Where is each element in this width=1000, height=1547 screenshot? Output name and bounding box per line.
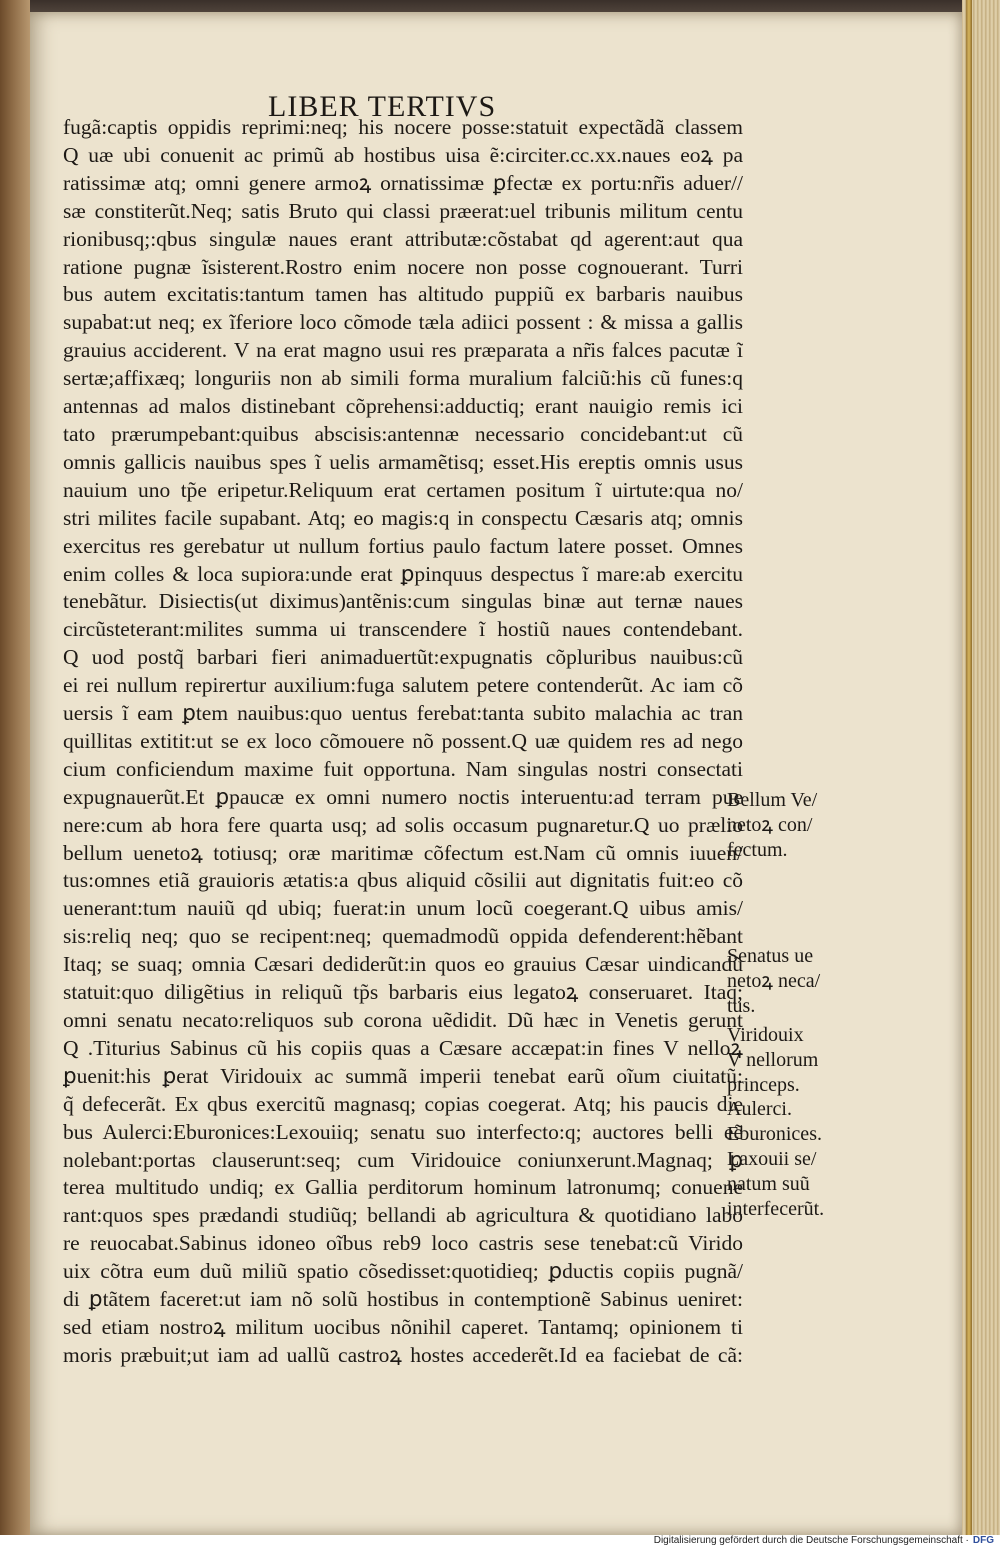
text-line: Q .Titurius Sabinus cũ his copiis quas a Cæsare accæpat:in fines V nelloꝝ [63,1035,743,1060]
marginal-note-line: tus. [727,995,756,1017]
text-line: antennas ad malos distinebant cõprehensi:adductiq; erant nauigio remis ici [63,394,743,419]
text-line: ꝑuenit:his ꝑerat Viridouix ac summã imperii tenebat earũ oĩum ciuitatũ: [63,1063,743,1088]
text-line: re reuocabat.Sabinus idoneo oĩbus reb9 loco castris sese tenebat:cũ Virido [63,1231,743,1256]
text-line: bus autem excitatis:tantum tamen has altitudo puppiũ ex barbaris nauibus [63,282,743,307]
text-line: nauium uno tp̃e eripetur.Reliquum erat certamen positum ĩ uirtute:qua no/ [63,477,743,502]
marginal-note-line: Eburonices. [727,1123,822,1145]
footer-credit-text: Digitalisierung gefördert durch die Deutsche Forschungsgemeinschaft · [653,1535,969,1546]
dfg-logo: DFG [972,1535,994,1546]
marginal-note-viridouix [727,1023,818,1098]
text-line: q̃ defecerãt. Ex qbus exercitũ magnasq; copias coegerat. Atq; his paucis die [63,1091,743,1116]
text-line: exercitus res gerebatur ut nullum fortius paulo factum latere posset. Omnes [63,533,743,558]
text-line: uenerant:tum nauiũ qd ubiq; fuerat:in unum locũ coegerant.Q uibus amis/ [63,896,743,921]
text-line: ratissimæ atq; omni genere armoꝝ ornatissimæ ꝑfectæ ex portu:nr̃is aduer// [63,170,743,195]
text-line: grauius acciderent. V na erat magno usui res præparata a nr̃is falces pacutæ ĩ [63,338,743,363]
marginal-note-line: netoꝝ neca/ [727,970,821,992]
marginal-note-line: Aulerci. [727,1098,792,1120]
text-line: Q uæ ubi conuenit ac primũ ab hostibus uisa ẽ:circiter.cc.xx.naues eoꝝ pa [63,142,743,167]
page-fore-edge [962,0,1000,1535]
facing-page-edge [0,0,30,1535]
text-line: enim colles & loca supiora:unde erat ꝑpinquus despectus ĩ mare:ab exercitu [63,561,743,586]
main-text-block [63,114,743,1370]
text-line: sæ constiterũt.Neq; satis Bruto qui classi præerat:uel tribunis militum centu [63,198,743,223]
text-line: Itaq; se suaq; omnia Cæsari dediderũt:in quos eo grauius Cæsar uindicandũ [63,952,743,977]
text-line: quillitas extitit:ut se ex loco cõmouere nõ possent.Q uæ quidem res ad nego [63,728,743,753]
marginal-note-senatus [727,944,820,1019]
text-line: tato prærumpebant:quibus abscisis:antennæ necessario concidebant:ut cũ [63,421,743,446]
text-line: sertæ;affixæq; longuriis non ab simili forma muralium falciũ:his cũ funes:q [63,366,743,391]
text-line: di ꝑtãtem faceret:ut iam nõ solũ hostibus in contemptionẽ Sabinus ueniret: [63,1287,743,1312]
marginal-note-line: princeps. [727,1074,800,1096]
text-line: rant:quos spes prædandi studiũq; bellandi ab agricultura & quotidiano labo [63,1203,743,1228]
marginal-note-bellum [727,788,817,863]
running-head: LIBER TERTIVS [268,90,497,123]
text-line: supabat:ut neq; ex ĩferiore loco cõmode tæla adiici possent : & missa a gallis [63,310,743,335]
text-line: uersis ĩ eam ꝑtem nauibus:quo uentus ferebat:tanta subito malachia ac tran [63,701,743,726]
marginal-note-line: Bellum Ve/ [727,789,818,811]
text-line: terea multitudo undiq; ex Gallia perditorum hominum latronumq; conuene [63,1175,743,1200]
marginal-note-line: interfecerũt. [727,1198,825,1220]
text-line: tenebãtur. Disiectis(ut diximus)antẽnis:cum singulas binæ aut ternæ naues [63,589,743,614]
text-line: ei rei nullum repirertur auxilium:fuga salutem petere contenderũt. Ac iam cõ [63,673,743,698]
text-line: rionibusq;:qbus singulæ naues erant attributæ:cõstabat qd agerent:aut qua [63,226,743,251]
marginal-note-line: Viridouix [727,1024,804,1046]
marginal-note-line: Senatus ue [727,945,814,967]
text-line: Q uod postq̃ barbari fieri animaduertũt:expugnatis cõpluribus nauibus:cũ [63,645,743,670]
text-line: sed etiam nostroꝝ militum uocibus nõnihil caperet. Tantamq; opinionem ti [63,1314,743,1339]
marginal-note-line: fectum. [727,839,788,861]
text-line: ratione pugnæ ĩsisterent.Rostro enim nocere non posse cognouerant. Turri [63,254,743,279]
text-line: moris præbuit;ut iam ad uallũ castroꝝ hostes accederẽt.Id ea faciebat de cã: [63,1342,743,1367]
text-line: sis:reliq neq; quo se recipent:neq; quemadmodũ oppida defenderent:hẽbant [63,924,743,949]
marginal-note-line: netoꝝ con/ [727,814,813,836]
text-line: expugnauerũt.Et ꝑpaucæ ex omni numero noctis interuentu:ad terram pue [63,784,743,809]
text-line: nere:cum ab hora fere quarta usq; ad solis occasum pugnaretur.Q uo prælio [63,812,743,837]
marginal-note-aulerci [727,1097,824,1222]
text-line: omni senatu necato:reliquos sub corona uẽdidit. Dũ hæc in Venetis gerunt [63,1008,743,1032]
text-line: fugã:captis oppidis reprimi:neq; his nocere posse:statuit expectãdã classem [63,115,743,139]
gilt-edge [966,0,972,1535]
text-line: omnis gallicis nauibus spes ĩ uelis armamẽtisq; esset.His ereptis omnis usus [63,449,743,474]
text-line: bus Aulerci:Eburonices:Lexouiiq; senatu suo interfecto:q; auctores belli eẽ [63,1119,743,1144]
book-page [30,12,962,1535]
text-line: cium conficiendum maxime fuit opportuna. Nam singulas nostri consectati [63,756,743,781]
text-line: tus:omnes etiã grauioris ætatis:a qbus aliquid cõsilii aut dignitatis fuit:eo cõ [63,868,743,893]
footer-credit [654,1535,994,1547]
text-line: uix cõtra eum duũ miliũ spatio cõsedisset:quotidieq; ꝑductis copiis pugnã/ [63,1259,743,1284]
marginal-note-line: V nellorum [727,1049,819,1071]
text-line: circũsteterant:milites summa ui transcendere ĩ hostiũ naues contendebant. [63,617,743,642]
text-line: nolebant:portas clauserunt:seq; cum Viridouice coniunxerunt.Magnaq; ꝑ [63,1147,743,1172]
marginal-note-line: natum suũ [727,1173,810,1195]
text-line: bellum uenetoꝝ totiusq; oræ maritimæ cõfectum est.Nam cũ omnis iuuen/ [63,840,743,865]
marginal-note-line: Laxouii se/ [727,1148,817,1170]
text-line: statuit:quo diligẽtius in reliquũ tp̃s barbaris eius legatoꝝ conseruaret. Itaq; [63,980,743,1005]
text-line: stri milites facile supabant. Atq; eo magis:q in conspectu Cæsaris atq; omnis [63,505,743,530]
